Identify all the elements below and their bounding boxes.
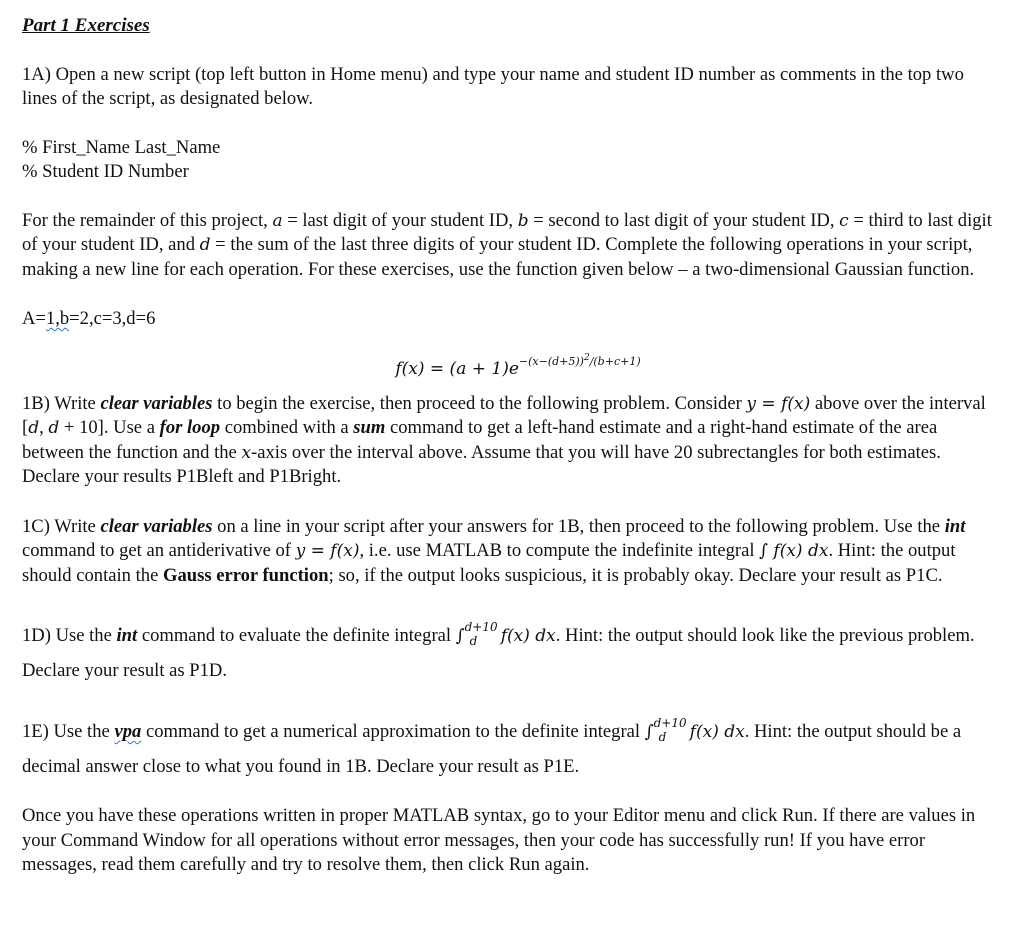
closing-instructions: Once you have these operations written in proper MATLAB syntax, go to your Editor menu and click Run. If there are values in your Command Window for all operations without error messages, then your code has successfully run! If you have error messages, read them carefully and try to resolve them, then click Run again. (22, 805, 976, 875)
comment-line-name: % First_Name Last_Name (22, 136, 221, 158)
exercise-1c: 1C) Write clear variables on a line in your script after your answers for 1B, then proceed to the following problem. Use the int command to get an antiderivative of y = f(x), i.e. use MATLAB to compute the indefinite integral ∫ f(x) dx. Hint: the output should contain the Gauss error function; so, if the output looks suspicious, it is probably okay. Declare your result as P1C. (22, 515, 966, 586)
exercise-1e: 1E) Use the vpa command to get a numerical approximation to the definite integral ∫$^{d+10}_d$ f(x) dx. Hint: the output should be a decimal answer close to what you found in 1B. Declare your result as P1E. (22, 716, 962, 777)
document-page (22, 14, 994, 878)
definite-integral-1e: ∫$^{d+10}_d$ (644, 716, 687, 744)
exercise-1d: 1D) Use the int command to evaluate the definite integral ∫$^{d+10}_d$ f(x) dx. Hint: the output should look like the previous problem. Declare your result as P1D. (22, 620, 975, 681)
exercise-1b: 1B) Write clear variables to begin the exercise, then proceed to the following problem. Consider y = f(x) above over the interval [d, d + 10]. Use a for loop combined with a sum command to get a left-hand estimate and a right-hand estimate of the area between the function and the x-axis over the interval above. Assume that you will have 20 subrectangles for both estimates. Declare your results P1Bleft and P1Bright. (22, 392, 986, 487)
exercise-1a: 1A) Open a new script (top left button in Home menu) and type your name and student ID number as comments in the top two lines of the script, as designated below. (22, 63, 964, 109)
variables-definition-paragraph: For the remainder of this project, a = last digit of your student ID, b = second to last digit of your student ID, c = third to last digit of your student ID, and d = the sum of the last three digits of your student ID. Complete the following operations in your script, making a new line for each operation. For these exercises, use the function given below – a two-dimensional Gaussian function. (22, 209, 992, 280)
comment-line-id: % Student ID Number (22, 160, 189, 182)
section-title: Part 1 Exercises (22, 15, 150, 36)
definite-integral-1d: ∫$^{d+10}_d$ (455, 620, 498, 648)
assigned-values-line: A=1,b=2,c=3,d=6 (22, 308, 156, 329)
gaussian-formula: $f(x) = (a + 1)e^{-(x-(d+5))^2/(b+c+1)}$ (395, 352, 641, 379)
